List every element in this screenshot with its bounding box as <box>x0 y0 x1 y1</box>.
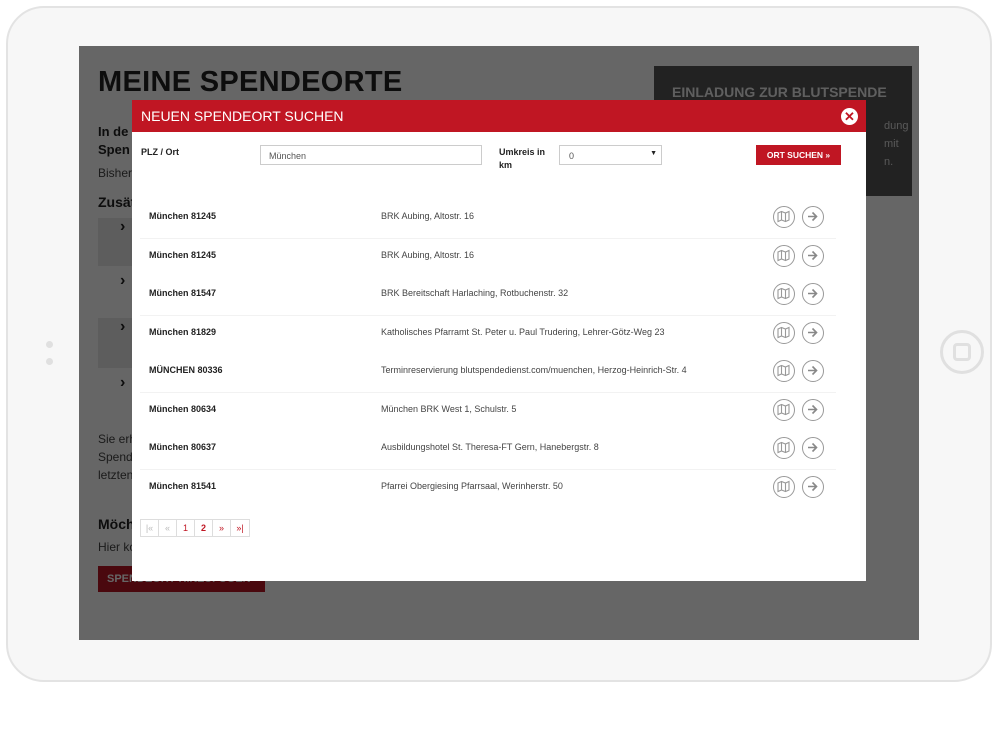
result-city: München 81547 <box>149 288 217 298</box>
pagination-last[interactable]: »| <box>236 523 244 533</box>
result-city: München 81541 <box>149 480 217 491</box>
sensor-dot-icon <box>46 341 53 348</box>
result-address: Katholisches Pfarramt St. Peter u. Paul Trudering, Lehrer-Götz-Weg 23 <box>381 326 665 337</box>
result-city: München 80637 <box>149 442 217 452</box>
map-icon[interactable] <box>773 283 795 305</box>
result-city: München 80634 <box>149 403 217 414</box>
map-icon[interactable] <box>773 360 795 382</box>
pagination-prev[interactable]: « <box>159 520 177 536</box>
chevron-down-icon: ▼ <box>650 150 657 157</box>
pagination-page[interactable]: 1 <box>177 520 195 536</box>
result-address: BRK Aubing, Altostr. 16 <box>381 249 475 260</box>
result-row[interactable] <box>140 393 836 431</box>
arrow-right-icon[interactable] <box>802 322 824 344</box>
radius-select[interactable] <box>559 145 662 165</box>
result-address: Terminreservierung blutspendedienst.com/muenchen, Herzog-Heinrich-Str. 4 <box>381 365 687 375</box>
pagination <box>140 519 250 537</box>
map-icon[interactable] <box>773 245 795 267</box>
result-city: München 81829 <box>149 326 217 337</box>
modal-header <box>132 100 866 132</box>
search-location-button[interactable]: ORT SUCHEN » <box>756 145 841 165</box>
result-row[interactable] <box>140 277 836 315</box>
result-address: BRK Bereitschaft Harlaching, Rotbuchenstr. 32 <box>381 288 569 298</box>
arrow-right-icon[interactable] <box>802 399 824 421</box>
result-row[interactable] <box>140 354 836 392</box>
home-button-icon[interactable] <box>940 330 984 374</box>
result-address: München BRK West 1, Schulstr. 5 <box>381 403 517 414</box>
result-row[interactable] <box>140 200 836 238</box>
pagination-next[interactable]: » <box>213 520 231 536</box>
arrow-right-icon[interactable] <box>802 283 824 305</box>
modal-title: NEUEN SPENDEORT SUCHEN <box>141 108 344 124</box>
map-icon[interactable] <box>773 206 795 228</box>
result-row[interactable] <box>140 239 836 277</box>
arrow-right-icon[interactable] <box>802 360 824 382</box>
map-icon[interactable] <box>773 322 795 344</box>
result-city: München 81245 <box>149 211 217 221</box>
screen <box>79 46 919 640</box>
result-city: MÜNCHEN 80336 <box>149 365 223 375</box>
radius-label-unit: km <box>499 160 513 170</box>
plz-label: PLZ / Ort <box>141 147 179 157</box>
pagination-page-current[interactable]: 2 <box>195 520 213 536</box>
pagination-first[interactable]: |« <box>141 520 159 536</box>
result-city: München 81245 <box>149 249 217 260</box>
arrow-right-icon[interactable] <box>802 476 824 498</box>
radius-select-value: 0 <box>569 151 575 161</box>
map-icon[interactable] <box>773 399 795 421</box>
arrow-right-icon[interactable] <box>802 437 824 459</box>
result-row[interactable] <box>140 470 836 508</box>
map-icon[interactable] <box>773 437 795 459</box>
arrow-right-icon[interactable] <box>802 206 824 228</box>
result-address: Pfarrei Obergiesing Pfarrsaal, Werinherstr. 50 <box>381 480 563 491</box>
arrow-right-icon[interactable] <box>802 245 824 267</box>
plz-input[interactable]: München <box>260 145 482 165</box>
result-address: Ausbildungshotel St. Theresa-FT Gern, Hanebergstr. 8 <box>381 442 599 452</box>
close-icon[interactable]: ✕ <box>841 108 858 125</box>
sensor-dot-icon <box>46 358 53 365</box>
result-row[interactable] <box>140 316 836 354</box>
results-list <box>140 200 836 507</box>
search-location-modal <box>132 100 866 581</box>
result-row[interactable] <box>140 431 836 469</box>
result-address: BRK Aubing, Altostr. 16 <box>381 211 475 221</box>
radius-label: Umkreis in <box>499 147 546 157</box>
map-icon[interactable] <box>773 476 795 498</box>
